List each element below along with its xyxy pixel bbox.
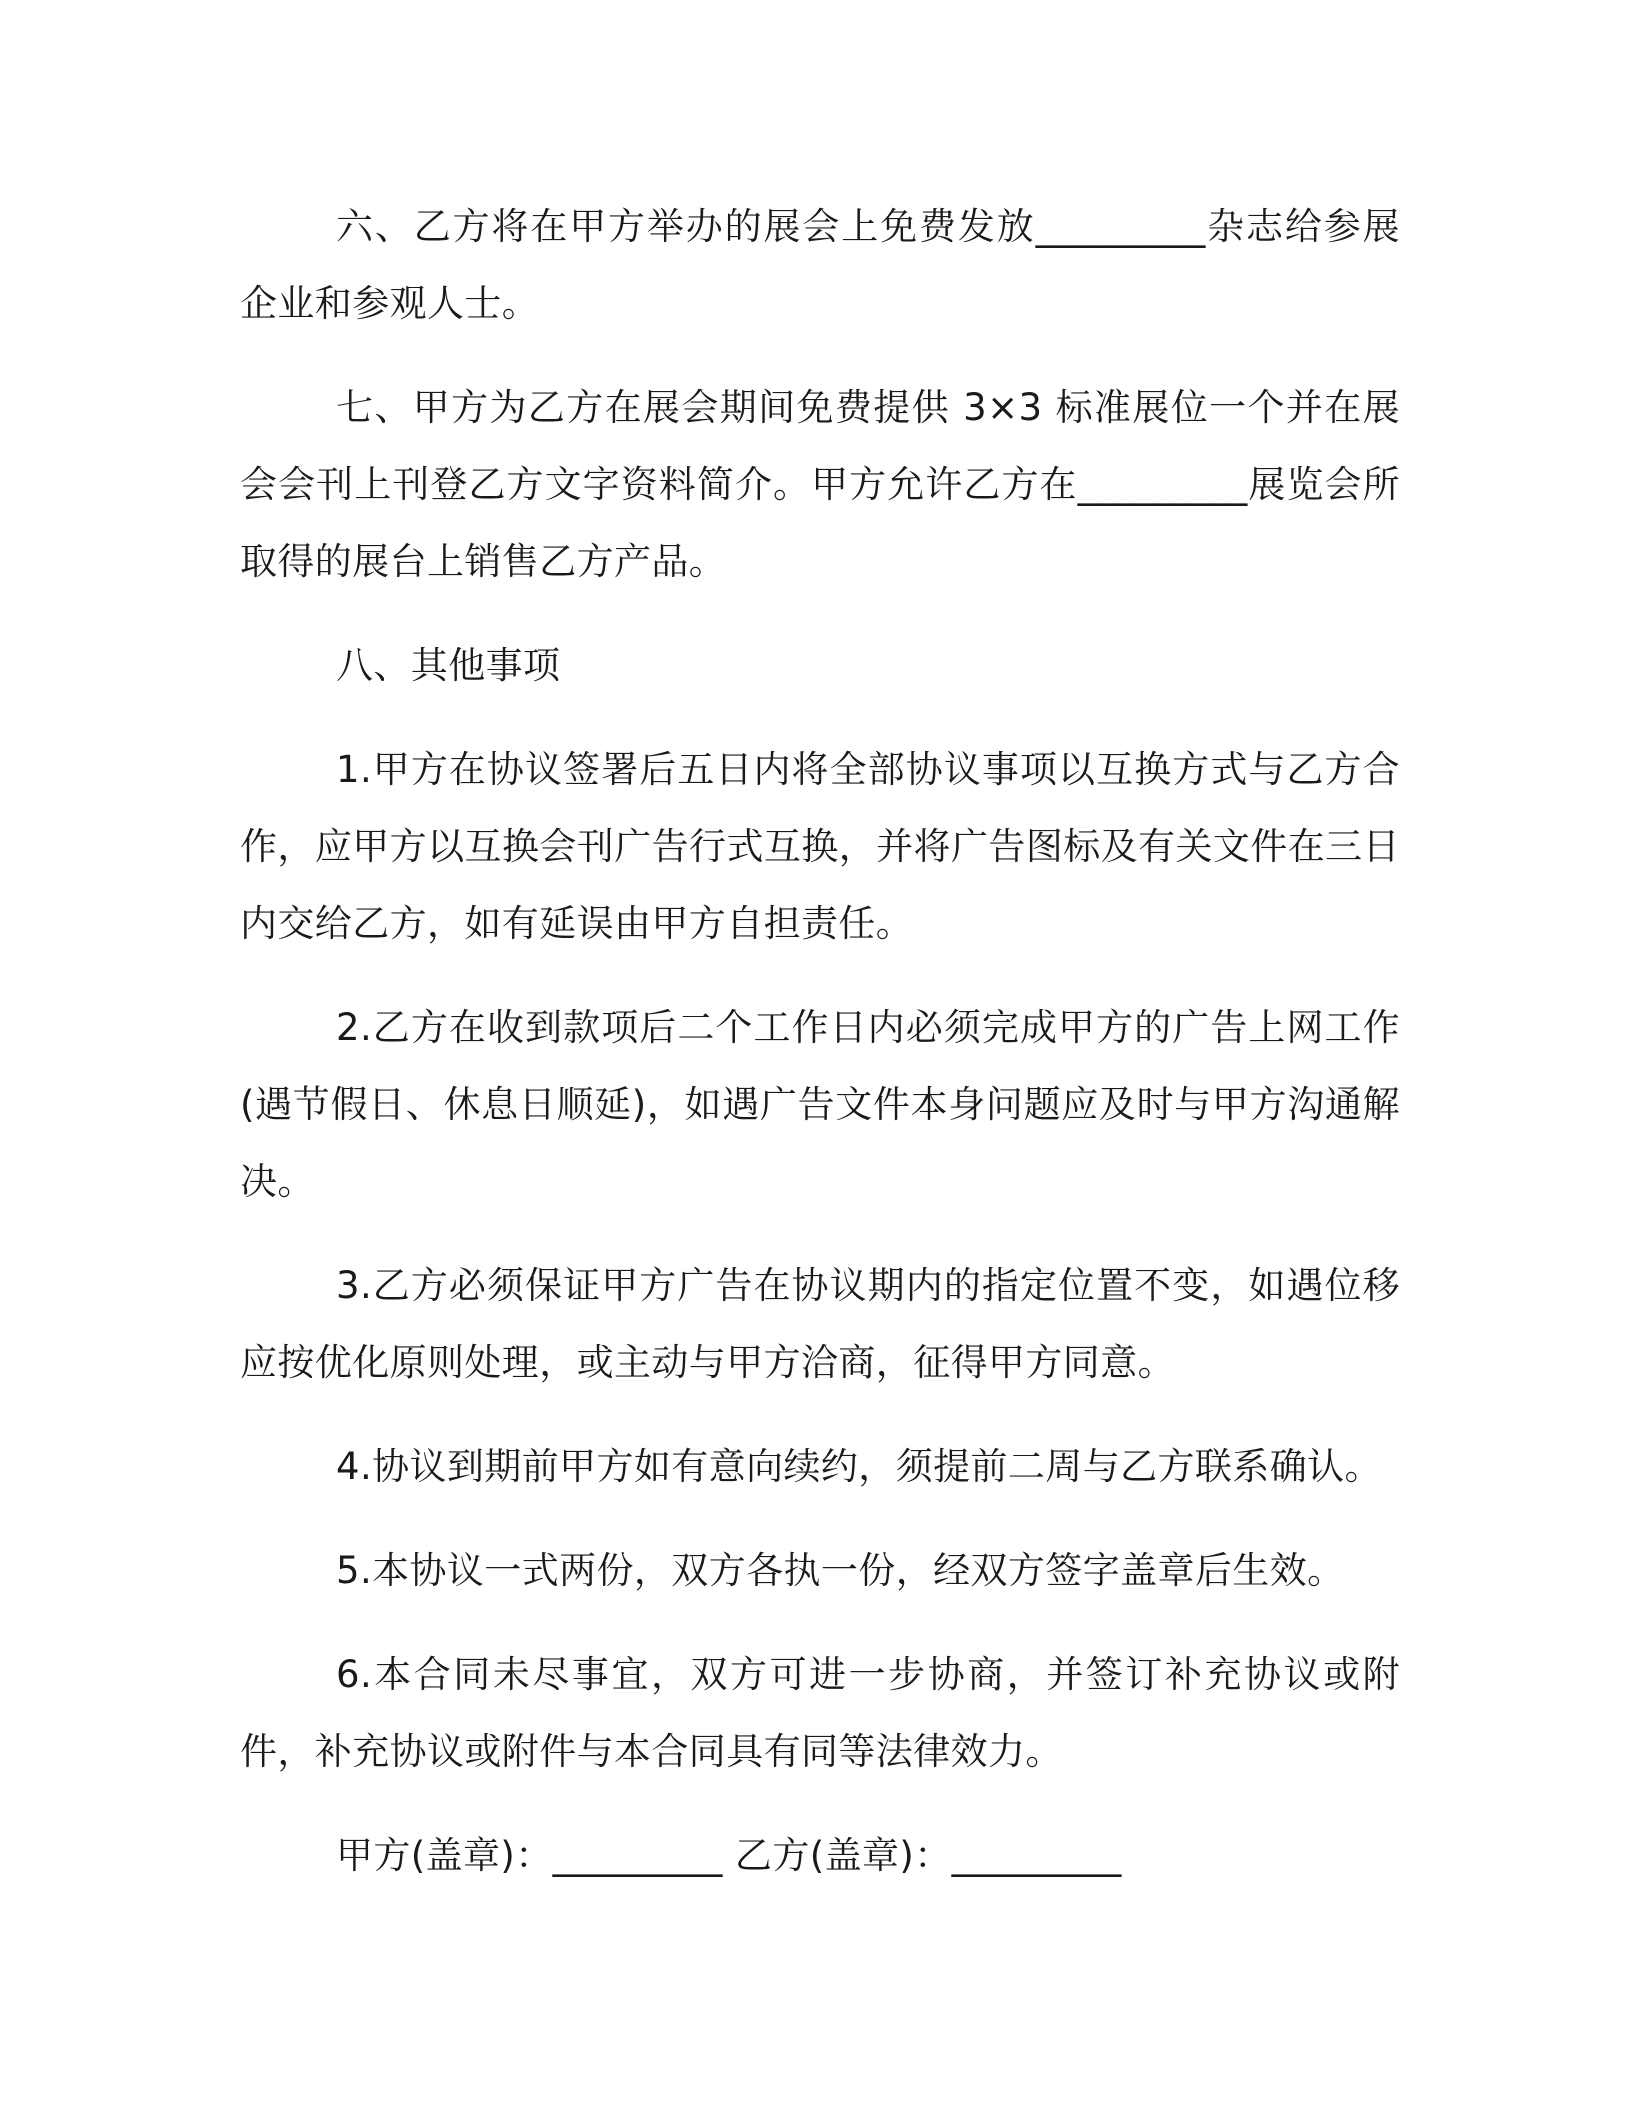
item-6-paragraph: 6.本合同未尽事宜，双方可进一步协商，并签订补充协议或附件，补充协议或附件与本合同具有同等法律效力。 — [240, 1653, 1400, 1773]
signature-line: 甲方(盖章)：_________ 乙方(盖章)：_________ — [336, 1834, 1122, 1877]
clause-8-heading: 八、其他事项 — [336, 644, 561, 687]
clause-6-paragraph: 六、乙方将在甲方举办的展会上免费发放_________杂志给参展企业和参观人士。 — [240, 205, 1400, 325]
item-1-paragraph: 1.甲方在协议签署后五日内将全部协议事项以互换方式与乙方合作，应甲方以互换会刊广告行式互换，并将广告图标及有关文件在三日内交给乙方，如有延误由甲方自担责任。 — [240, 748, 1400, 945]
item-2-paragraph: 2.乙方在收到款项后二个工作日内必须完成甲方的广告上网工作(遇节假日、休息日顺延)，如遇广告文件本身问题应及时与甲方沟通解决。 — [240, 1006, 1400, 1203]
item-4-paragraph: 4.协议到期前甲方如有意向续约，须提前二周与乙方联系确认。 — [336, 1445, 1382, 1488]
item-5-paragraph: 5.本协议一式两份，双方各执一份，经双方签字盖章后生效。 — [336, 1549, 1345, 1592]
document-body — [240, 188, 1400, 1921]
clause-7-paragraph: 七、甲方为乙方在展会期间免费提供 3×3 标准展位一个并在展会会刊上刊登乙方文字资料简介。甲方允许乙方在_________展览会所取得的展台上销售乙方产品。 — [240, 386, 1400, 583]
item-3-paragraph: 3.乙方必须保证甲方广告在协议期内的指定位置不变，如遇位移应按优化原则处理，或主动与甲方洽商，征得甲方同意。 — [240, 1264, 1400, 1384]
